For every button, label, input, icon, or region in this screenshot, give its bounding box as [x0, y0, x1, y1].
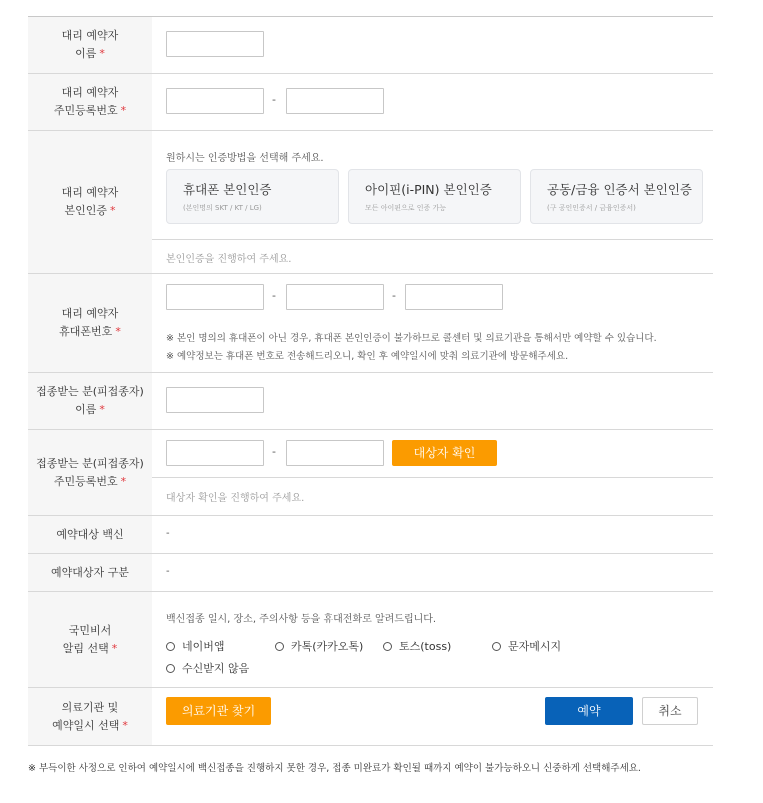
certificate-auth-button[interactable] — [530, 169, 703, 224]
row-vaccine — [28, 516, 713, 554]
recipient-rrn-front-input[interactable] — [166, 440, 264, 466]
required-mark: * — [99, 403, 105, 416]
proxy-phone-label — [28, 274, 152, 372]
divider — [152, 477, 713, 478]
phone-part3-input[interactable] — [405, 284, 503, 310]
radio-circle-icon — [492, 642, 501, 651]
required-mark: * — [111, 641, 118, 655]
proxy-auth-label — [28, 131, 152, 273]
recipient-rrn-back-input[interactable] — [286, 440, 384, 466]
phone-auth-button[interactable] — [166, 169, 339, 224]
phone-dash: - — [272, 289, 276, 302]
proxy-rrn-label — [28, 74, 152, 130]
label-line: 주민등록번호 — [53, 104, 118, 117]
category-value: - — [166, 566, 170, 577]
label-line: 국민비서 — [68, 623, 112, 637]
label-line: 예약대상 백신 — [56, 527, 124, 541]
category-label — [28, 554, 152, 591]
radio-label: 문자메시지 — [508, 640, 562, 653]
facility-label — [28, 688, 152, 745]
proxy-name-cell — [152, 17, 713, 73]
facility-cell — [152, 688, 713, 745]
recipient-rrn-cell — [152, 430, 713, 515]
card-title: 아이핀(i-PIN) 본인인증 — [365, 182, 492, 197]
radio-none[interactable] — [166, 660, 249, 676]
radio-label: 수신받지 않음 — [182, 662, 250, 675]
card-title: 공동/금융 인증서 본인인증 — [547, 182, 692, 197]
radio-circle-icon — [275, 642, 284, 651]
row-proxy-name — [28, 17, 713, 74]
reservation-form — [28, 16, 713, 746]
radio-kakaotalk[interactable] — [275, 638, 363, 654]
row-facility — [28, 688, 713, 746]
label-line: 대리 예약자 — [61, 86, 119, 99]
rrn-dash: - — [272, 93, 276, 106]
label-line: 알림 선택 — [62, 641, 109, 655]
notify-label — [28, 592, 152, 687]
proxy-rrn-back-input[interactable] — [286, 88, 384, 114]
vaccine-cell — [152, 516, 713, 553]
row-proxy-rrn — [28, 74, 713, 131]
radio-label: 토스(toss) — [399, 640, 452, 653]
phone-part2-input[interactable] — [286, 284, 384, 310]
row-notify — [28, 592, 713, 688]
radio-label: 네이버앱 — [182, 640, 225, 653]
required-mark: * — [115, 325, 121, 338]
row-recipient-rrn — [28, 430, 713, 516]
row-proxy-auth — [28, 131, 713, 274]
ipin-auth-button[interactable] — [348, 169, 521, 224]
radio-circle-icon — [166, 642, 175, 651]
auth-status: 본인인증을 진행하여 주세요. — [166, 254, 292, 265]
rrn-dash: - — [272, 445, 276, 458]
phone-note: ※ 본인 명의의 휴대폰이 아닌 경우, 휴대폰 본인인증이 불가하므로 콜센터 및 의료기관을 통해서만 예약할 수 있습니다. — [166, 333, 657, 344]
row-category — [28, 554, 713, 592]
radio-sms[interactable] — [492, 638, 561, 654]
radio-circle-icon — [166, 664, 175, 673]
label-line: 대리 예약자 — [61, 29, 119, 42]
notify-cell — [152, 592, 713, 687]
recipient-name-cell — [152, 373, 713, 429]
vaccine-label — [28, 516, 152, 553]
label-line: 본인인증 — [64, 204, 107, 217]
find-facility-button[interactable]: 의료기관 찾기 — [166, 697, 271, 725]
card-subtitle: (구 공인인증서 / 금융인증서) — [547, 204, 636, 212]
recipient-status: 대상자 확인을 진행하여 주세요. — [166, 493, 305, 504]
recipient-name-label — [28, 373, 152, 429]
proxy-auth-cell — [152, 131, 713, 273]
reserve-button[interactable]: 예약 — [545, 697, 633, 725]
proxy-rrn-front-input[interactable] — [166, 88, 264, 114]
label-line: 예약대상자 구분 — [51, 565, 129, 579]
auth-instruction: 원하시는 인증방법을 선택해 주세요. — [166, 153, 324, 164]
notify-description: 백신접종 일시, 장소, 주의사항 등을 휴대전화로 알려드립니다. — [166, 614, 437, 625]
cancel-button[interactable]: 취소 — [642, 697, 698, 725]
proxy-name-label — [28, 17, 152, 73]
footer-note: ※ 부득이한 사정으로 인하여 예약일시에 백신접종을 진행하지 못한 경우, 접종 미완료가 확인될 때까지 예약이 불가능하오니 신중하게 선택해주세요. — [28, 763, 641, 774]
recipient-rrn-label — [28, 430, 152, 515]
label-line: 의료기관 및 — [61, 700, 119, 714]
radio-label: 카톡(카카오톡) — [291, 640, 364, 653]
label-line: 이름 — [75, 47, 97, 60]
category-cell — [152, 554, 713, 591]
phone-note: ※ 예약정보는 휴대폰 번호로 전송해드리오니, 확인 후 예약일시에 맞춰 의료기관에 방문해주세요. — [166, 351, 569, 362]
phone-dash: - — [392, 289, 396, 302]
proxy-rrn-cell — [152, 74, 713, 130]
label-line: 주민등록번호 — [53, 474, 118, 488]
row-proxy-phone — [28, 274, 713, 373]
card-title: 휴대폰 본인인증 — [183, 182, 272, 197]
radio-circle-icon — [383, 642, 392, 651]
row-recipient-name — [28, 373, 713, 430]
required-mark: * — [120, 104, 127, 117]
required-mark: * — [110, 204, 116, 217]
label-line: 휴대폰번호 — [59, 325, 113, 338]
label-line: 예약일시 선택 — [52, 718, 120, 732]
card-subtitle: 모든 아이핀으로 인증 가능 — [365, 204, 447, 212]
phone-part1-input[interactable] — [166, 284, 264, 310]
radio-toss[interactable] — [383, 638, 451, 654]
radio-naver-app[interactable] — [166, 638, 225, 654]
label-line: 대리 예약자 — [61, 307, 119, 320]
label-line: 대리 예약자 — [61, 186, 119, 199]
label-line: 접종받는 분(피접종자) — [36, 385, 144, 398]
divider — [152, 239, 713, 240]
proxy-phone-cell — [152, 274, 713, 372]
card-subtitle: (본인명의 SKT / KT / LG) — [183, 204, 262, 212]
confirm-recipient-button[interactable]: 대상자 확인 — [392, 440, 497, 466]
vaccine-value: - — [166, 528, 170, 539]
required-mark: * — [122, 718, 128, 732]
required-mark: * — [99, 47, 105, 60]
recipient-name-input[interactable] — [166, 387, 264, 413]
proxy-name-input[interactable] — [166, 31, 264, 57]
label-line: 이름 — [75, 403, 97, 416]
label-line: 접종받는 분(피접종자) — [36, 456, 144, 470]
required-mark: * — [120, 474, 127, 488]
